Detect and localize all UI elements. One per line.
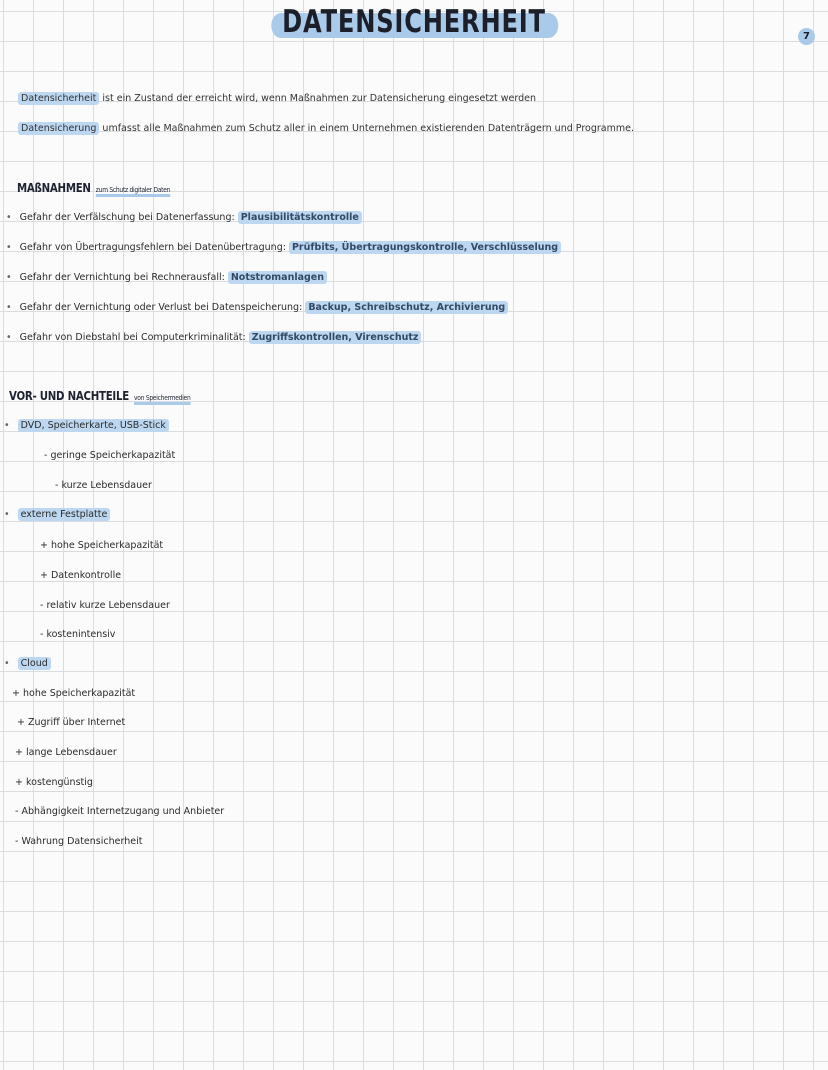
storage-point: + Zugriff über Internet [17,717,126,728]
storage-point: + kostengünstig [15,777,93,788]
pros-cons-subheading: von Speichermedien [134,394,191,402]
storage-point: + hohe Speicherkapazität [12,688,136,699]
storage-group-label: • externe Festplatte [4,509,110,520]
storage-point: - Wahrung Datensicherheit [15,836,143,847]
measure-item: • Gefahr der Vernichtung bei Rechnerausfall: Notstromanlagen [6,272,327,283]
definition-datensicherheit [18,93,536,104]
measures-subheading: zum Schutz digitaler Daten [95,186,171,194]
measure-item: • Gefahr der Verfälschung bei Datenerfassung: Plausibilitätskontrolle [6,212,362,223]
storage-point: - kurze Lebensdauer [55,480,152,491]
definition-term: Datensicherung [18,122,99,135]
measure-item: • Gefahr der Vernichtung oder Verlust bei Datenspeicherung: Backup, Schreibschutz, Archivierung [6,302,508,313]
storage-group-label: • Cloud [4,658,51,669]
definition-datensicherung [18,123,634,134]
pros-cons-heading: VOR- UND NACHTEILE von Speichermedien [9,389,191,403]
definition-term: Datensicherheit [18,92,99,105]
measures-heading: MAßNAHMEN zum Schutz digitaler Daten [17,181,171,195]
storage-point: - Abhängigkeit Internetzugang und Anbieter [15,806,225,817]
measure-item: • Gefahr von Diebstahl bei Computerkriminalität: Zugriffskontrollen, Virenschutz [6,332,421,343]
page-title: DATENSICHERHEIT [282,4,546,40]
definition-text: ist ein Zustand der erreicht wird, wenn Maßnahmen zur Datensicherung eingesetzt werden [102,93,537,104]
storage-point: - kostenintensiv [40,629,116,640]
storage-group-label: • DVD, Speicherkarte, USB-Stick [4,420,169,431]
page-number-badge: 7 [798,28,815,45]
storage-point: - geringe Speicherkapazität [44,450,176,461]
storage-point: + Datenkontrolle [40,570,122,581]
storage-point: + lange Lebensdauer [15,747,117,758]
storage-point: - relativ kurze Lebensdauer [40,600,170,611]
storage-point: + hohe Speicherkapazität [40,540,164,551]
measure-item: • Gefahr von Übertragungsfehlern bei Datenübertragung: Prüfbits, Übertragungskontrolle, Verschlüsselung [6,242,561,253]
definition-text: umfasst alle Maßnahmen zum Schutz aller in einem Unternehmen existierenden Datenträgern und Programme. [102,123,634,134]
